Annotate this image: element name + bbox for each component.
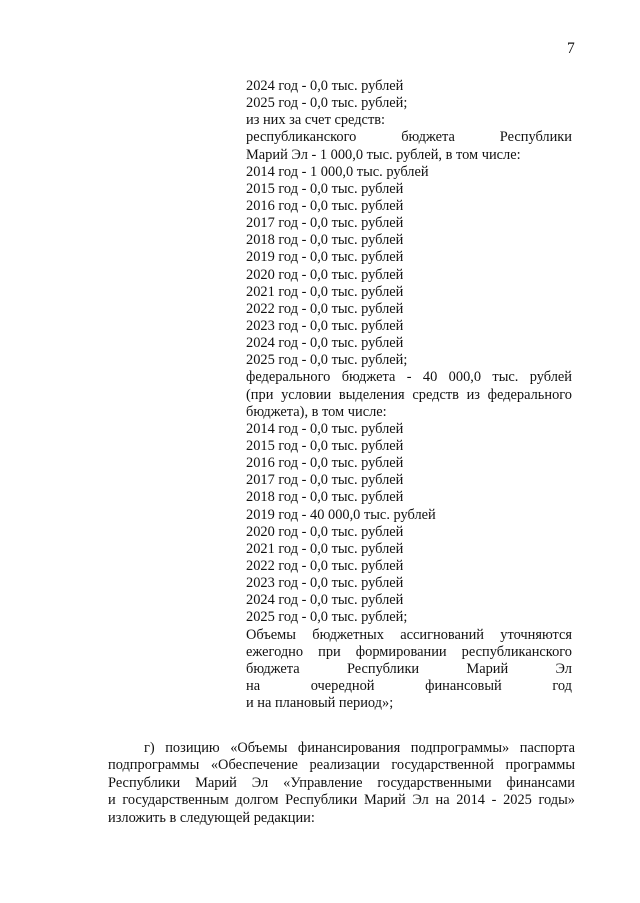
text-line: Объемы бюджетных ассигнований уточняются bbox=[246, 626, 572, 643]
amendment-paragraph bbox=[108, 740, 575, 827]
text-line: 2018 год - 0,0 тыс. рублей bbox=[246, 489, 404, 506]
text-line: 2022 год - 0,0 тыс. рублей bbox=[246, 557, 404, 574]
paragraph-line: подпрограммы «Обеспечение реализации государственной программы bbox=[108, 757, 575, 774]
text-line: 2021 год - 0,0 тыс. рублей bbox=[246, 283, 404, 300]
text-line: 2016 год - 0,0 тыс. рублей bbox=[246, 197, 404, 214]
text-line: Марий Эл - 1 000,0 тыс. рублей, в том числе: bbox=[246, 146, 521, 163]
text-line: 2015 год - 0,0 тыс. рублей bbox=[246, 437, 404, 454]
text-line: 2017 год - 0,0 тыс. рублей bbox=[246, 472, 404, 489]
text-line: 2024 год - 0,0 тыс. рублей bbox=[246, 78, 404, 94]
text-line: 2022 год - 0,0 тыс. рублей bbox=[246, 300, 404, 317]
text-line: на очередной финансовый год bbox=[246, 677, 572, 694]
text-line: 2019 год - 0,0 тыс. рублей bbox=[246, 249, 404, 266]
text-line: федерального бюджета - 40 000,0 тыс. рублей bbox=[246, 369, 572, 386]
text-line: ежегодно при формировании республиканского bbox=[246, 643, 572, 660]
text-line: бюджета Республики Марий Эл bbox=[246, 660, 572, 677]
text-line: 2023 год - 0,0 тыс. рублей bbox=[246, 317, 404, 334]
paragraph-line: г) позицию «Объемы финансирования подпрограммы» паспорта bbox=[144, 740, 575, 756]
text-line: 2025 год - 0,0 тыс. рублей; bbox=[246, 95, 408, 112]
text-line: 2021 год - 0,0 тыс. рублей bbox=[246, 540, 404, 557]
text-line: 2014 год - 1 000,0 тыс. рублей bbox=[246, 163, 429, 180]
text-line: 2025 год - 0,0 тыс. рублей; bbox=[246, 352, 408, 369]
text-line: 2016 год - 0,0 тыс. рублей bbox=[246, 455, 404, 472]
text-line: 2023 год - 0,0 тыс. рублей bbox=[246, 575, 404, 592]
page-number: 7 bbox=[567, 40, 575, 57]
text-line: 2020 год - 0,0 тыс. рублей bbox=[246, 266, 404, 283]
text-line: 2015 год - 0,0 тыс. рублей bbox=[246, 180, 404, 197]
text-line: 2024 год - 0,0 тыс. рублей bbox=[246, 335, 404, 352]
text-line: бюджета), в том числе: bbox=[246, 403, 387, 420]
text-line: 2024 год - 0,0 тыс. рублей bbox=[246, 592, 404, 609]
text-line: и на плановый период»; bbox=[246, 695, 394, 712]
text-line: 2020 год - 0,0 тыс. рублей bbox=[246, 523, 404, 540]
text-line: 2025 год - 0,0 тыс. рублей; bbox=[246, 609, 408, 626]
text-line: 2019 год - 40 000,0 тыс. рублей bbox=[246, 506, 436, 523]
text-line: 2014 год - 0,0 тыс. рублей bbox=[246, 420, 404, 437]
text-line: из них за счет средств: bbox=[246, 112, 386, 129]
text-line: республиканского бюджета Республики bbox=[246, 129, 572, 146]
funding-column bbox=[246, 78, 572, 712]
paragraph-line: изложить в следующей редакции: bbox=[108, 809, 315, 826]
paragraph-line: Республики Марий Эл «Управление государственными финансами bbox=[108, 774, 575, 791]
paragraph-line: и государственным долгом Республики Марий Эл на 2014 - 2025 годы» bbox=[108, 792, 575, 809]
text-line: 2017 год - 0,0 тыс. рублей bbox=[246, 215, 404, 232]
text-line: (при условии выделения средств из федерального bbox=[246, 386, 572, 403]
text-line: 2018 год - 0,0 тыс. рублей bbox=[246, 232, 404, 249]
